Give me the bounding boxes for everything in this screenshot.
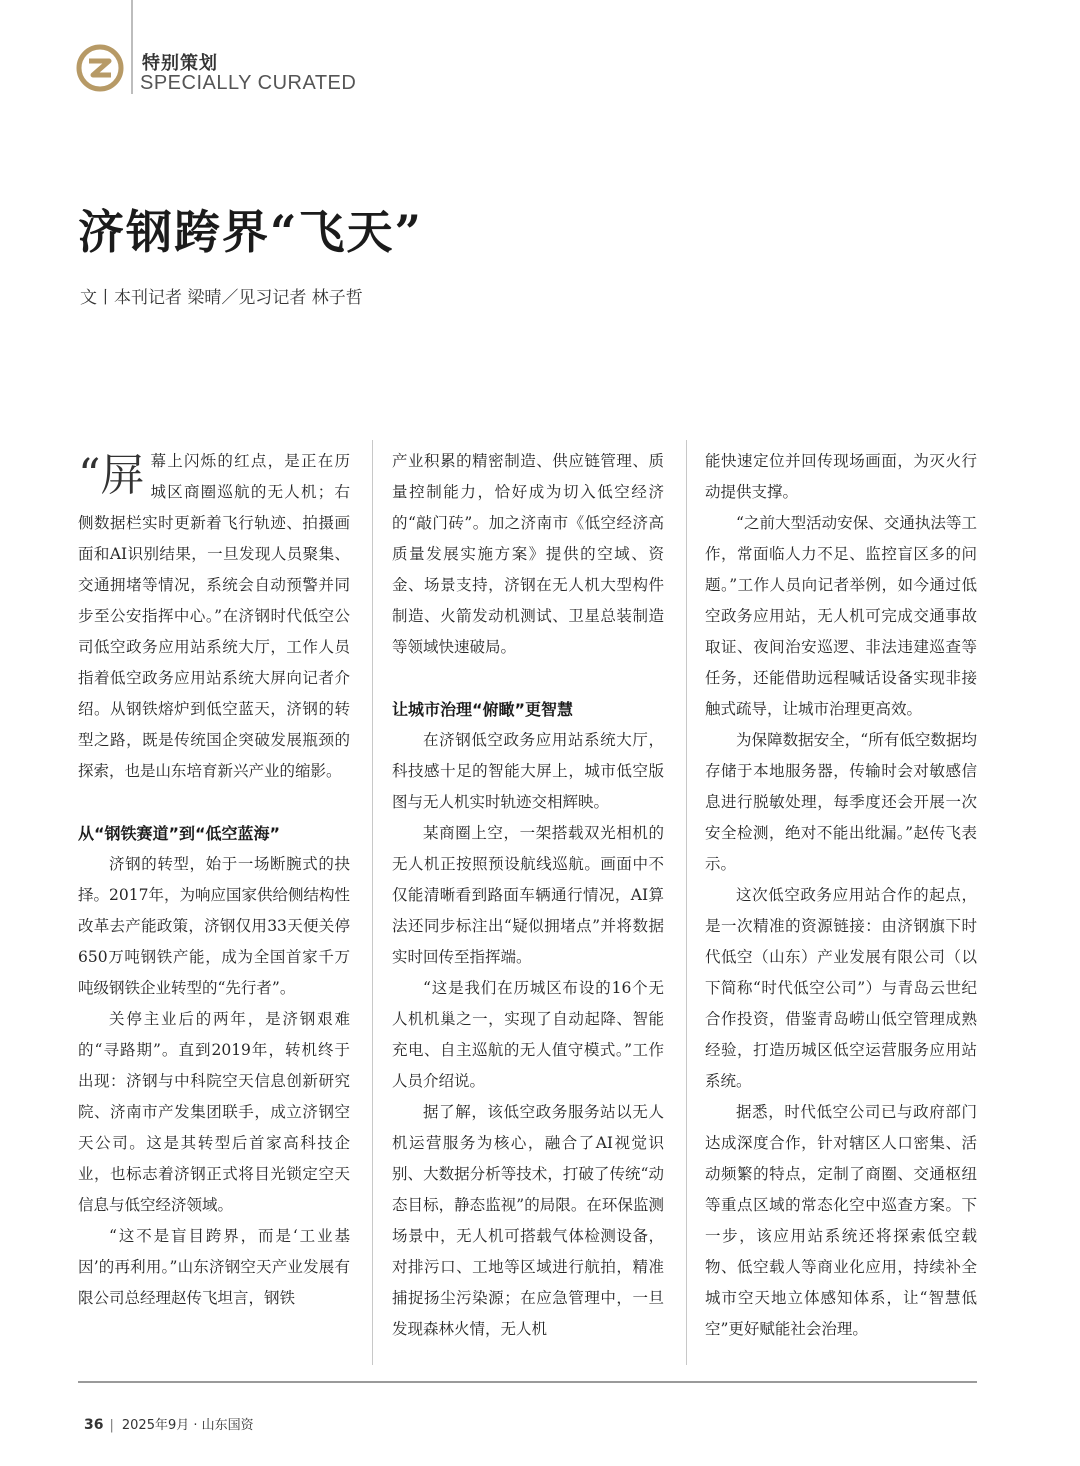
subheading: 让城市治理“俯瞰”更智慧 <box>392 700 574 719</box>
drop-cap: “屏 <box>78 450 145 501</box>
paragraph: 产业积累的精密制造、供应链管理、质量控制能力，恰好成为切入低空经济的“敲门砖”。加之济南市《低空经济高质量发展实施方案》提供的空域、资金、场景支持，济钢在无人机大型构件制造、火箭发动机测试、卫星总装制造等领域快速破局。 <box>392 452 664 656</box>
article-column-1 <box>78 446 350 1366</box>
article-column-3 <box>705 446 977 1366</box>
paragraph: “屏幕上闪烁的红点，是正在历城区商圈巡航的无人机；右侧数据栏实时更新着飞行轨迹、拍摄画面和AI识别结果，一旦发现人员聚集、交通拥堵等情况，系统会自动预警并同步至公安指挥中心。”在济钢时代低空公司低空政务应用站系统大厅，工作人员指着低空政务应用站系统大屏向记者介绍。从钢铁熔炉到低空蓝天，济钢的转型之路，既是传统国企突破发展瓶颈的探索，也是山东培育新兴产业的缩影。 <box>78 450 350 780</box>
paragraph: “之前大型活动安保、交通执法等工作，常面临人力不足、监控盲区多的问题。”工作人员向记者举例，如今通过低空政务应用站，无人机可完成交通事故取证、夜间治安巡逻、非法违建巡查等任务，还能借助远程喊话设备实现非接触式疏导，让城市治理更高效。 <box>705 514 977 718</box>
paragraph: “这是我们在历城区布设的16个无人机机巢之一，实现了自动起降、智能充电、自主巡航的无人值守模式。”工作人员介绍说。 <box>392 979 664 1090</box>
footer-rule <box>78 1381 977 1383</box>
page-number: 36 <box>84 1417 104 1433</box>
header-divider <box>131 0 133 94</box>
paragraph: 在济钢低空政务应用站系统大厅，科技感十足的智能大屏上，城市低空版图与无人机实时轨迹交相辉映。 <box>392 731 664 811</box>
paragraph: 据悉，时代低空公司已与政府部门达成深度合作，针对辖区人口密集、活动频繁的特点，定制了商圈、交通枢纽等重点区域的常态化空中巡查方案。下一步，该应用站系统还将探索低空载物、低空载人等商业化应用，持续补全城市空天地立体感知体系，让“智慧低空”更好赋能社会治理。 <box>705 1103 977 1338</box>
paragraph: 能快速定位并回传现场画面，为灭火行动提供支撑。 <box>705 452 977 501</box>
paragraph: 某商圈上空，一架搭载双光相机的无人机正按照预设航线巡航。画面中不仅能清晰看到路面车辆通行情况，AI算法还同步标注出“疑似拥堵点”并将数据实时回传至指挥端。 <box>392 824 664 966</box>
section-label-en: SPECIALLY CURATED <box>140 72 357 94</box>
paragraph: 济钢的转型，始于一场断腕式的抉择。2017年，为响应国家供给侧结构性改革去产能政策，济钢仅用33天便关停650万吨钢铁产能，成为全国首家千万吨级钢铁企业转型的“先行者”。 <box>78 855 350 997</box>
subheading: 从“钢铁赛道”到“低空蓝海” <box>78 824 281 843</box>
article-title: 济钢跨界“飞天” <box>78 205 423 259</box>
paragraph: 这次低空政务应用站合作的起点，是一次精准的资源链接：由济钢旗下时代低空（山东）产业发展有限公司（以下简称“时代低空公司”）与青岛云世纪合作投资，借鉴青岛崂山低空管理成熟经验，打造历城区低空运营服务应用站系统。 <box>705 886 977 1090</box>
article-byline: 文丨本刊记者 梁晴／见习记者 林子哲 <box>80 288 363 308</box>
issue-info: 2025年9月 · 山东国资 <box>121 1418 254 1433</box>
paragraph: 据了解，该低空政务服务站以无人机运营服务为核心，融合了AI视觉识别、大数据分析等技术，打破了传统“动态目标，静态监视”的局限。在环保监测场景中，无人机可搭载气体检测设备，对排污口、工地等区域进行航拍，精准捕捉扬尘污染源；在应急管理中，一旦发现森林火情，无人机 <box>392 1103 664 1338</box>
section-label: 特别策划 <box>142 53 218 74</box>
paragraph: 为保障数据安全，“所有低空数据均存储于本地服务器，传输时会对敏感信息进行脱敏处理，每季度还会开展一次安全检测，绝对不能出纰漏。”赵传飞表示。 <box>705 731 977 873</box>
page-footer: 36 | 2025年9月 · 山东国资 <box>84 1417 254 1433</box>
paragraph: 关停主业后的两年，是济钢艰难的“寻路期”。直到2019年，转机终于出现：济钢与中科院空天信息创新研究院、济南市产发集团联手，成立济钢空天公司。这是其转型后首家高科技企业，也标志着济钢正式将目光锁定空天信息与低空经济领域。 <box>78 1010 350 1214</box>
article-column-2 <box>392 446 664 1366</box>
column-divider <box>686 440 687 1365</box>
paragraph: “这不是盲目跨界，而是‘工业基因’的再利用。”山东济钢空天产业发展有限公司总经理赵传飞坦言，钢铁 <box>78 1227 350 1307</box>
column-divider <box>372 440 373 1365</box>
magazine-logo-icon <box>76 44 124 92</box>
